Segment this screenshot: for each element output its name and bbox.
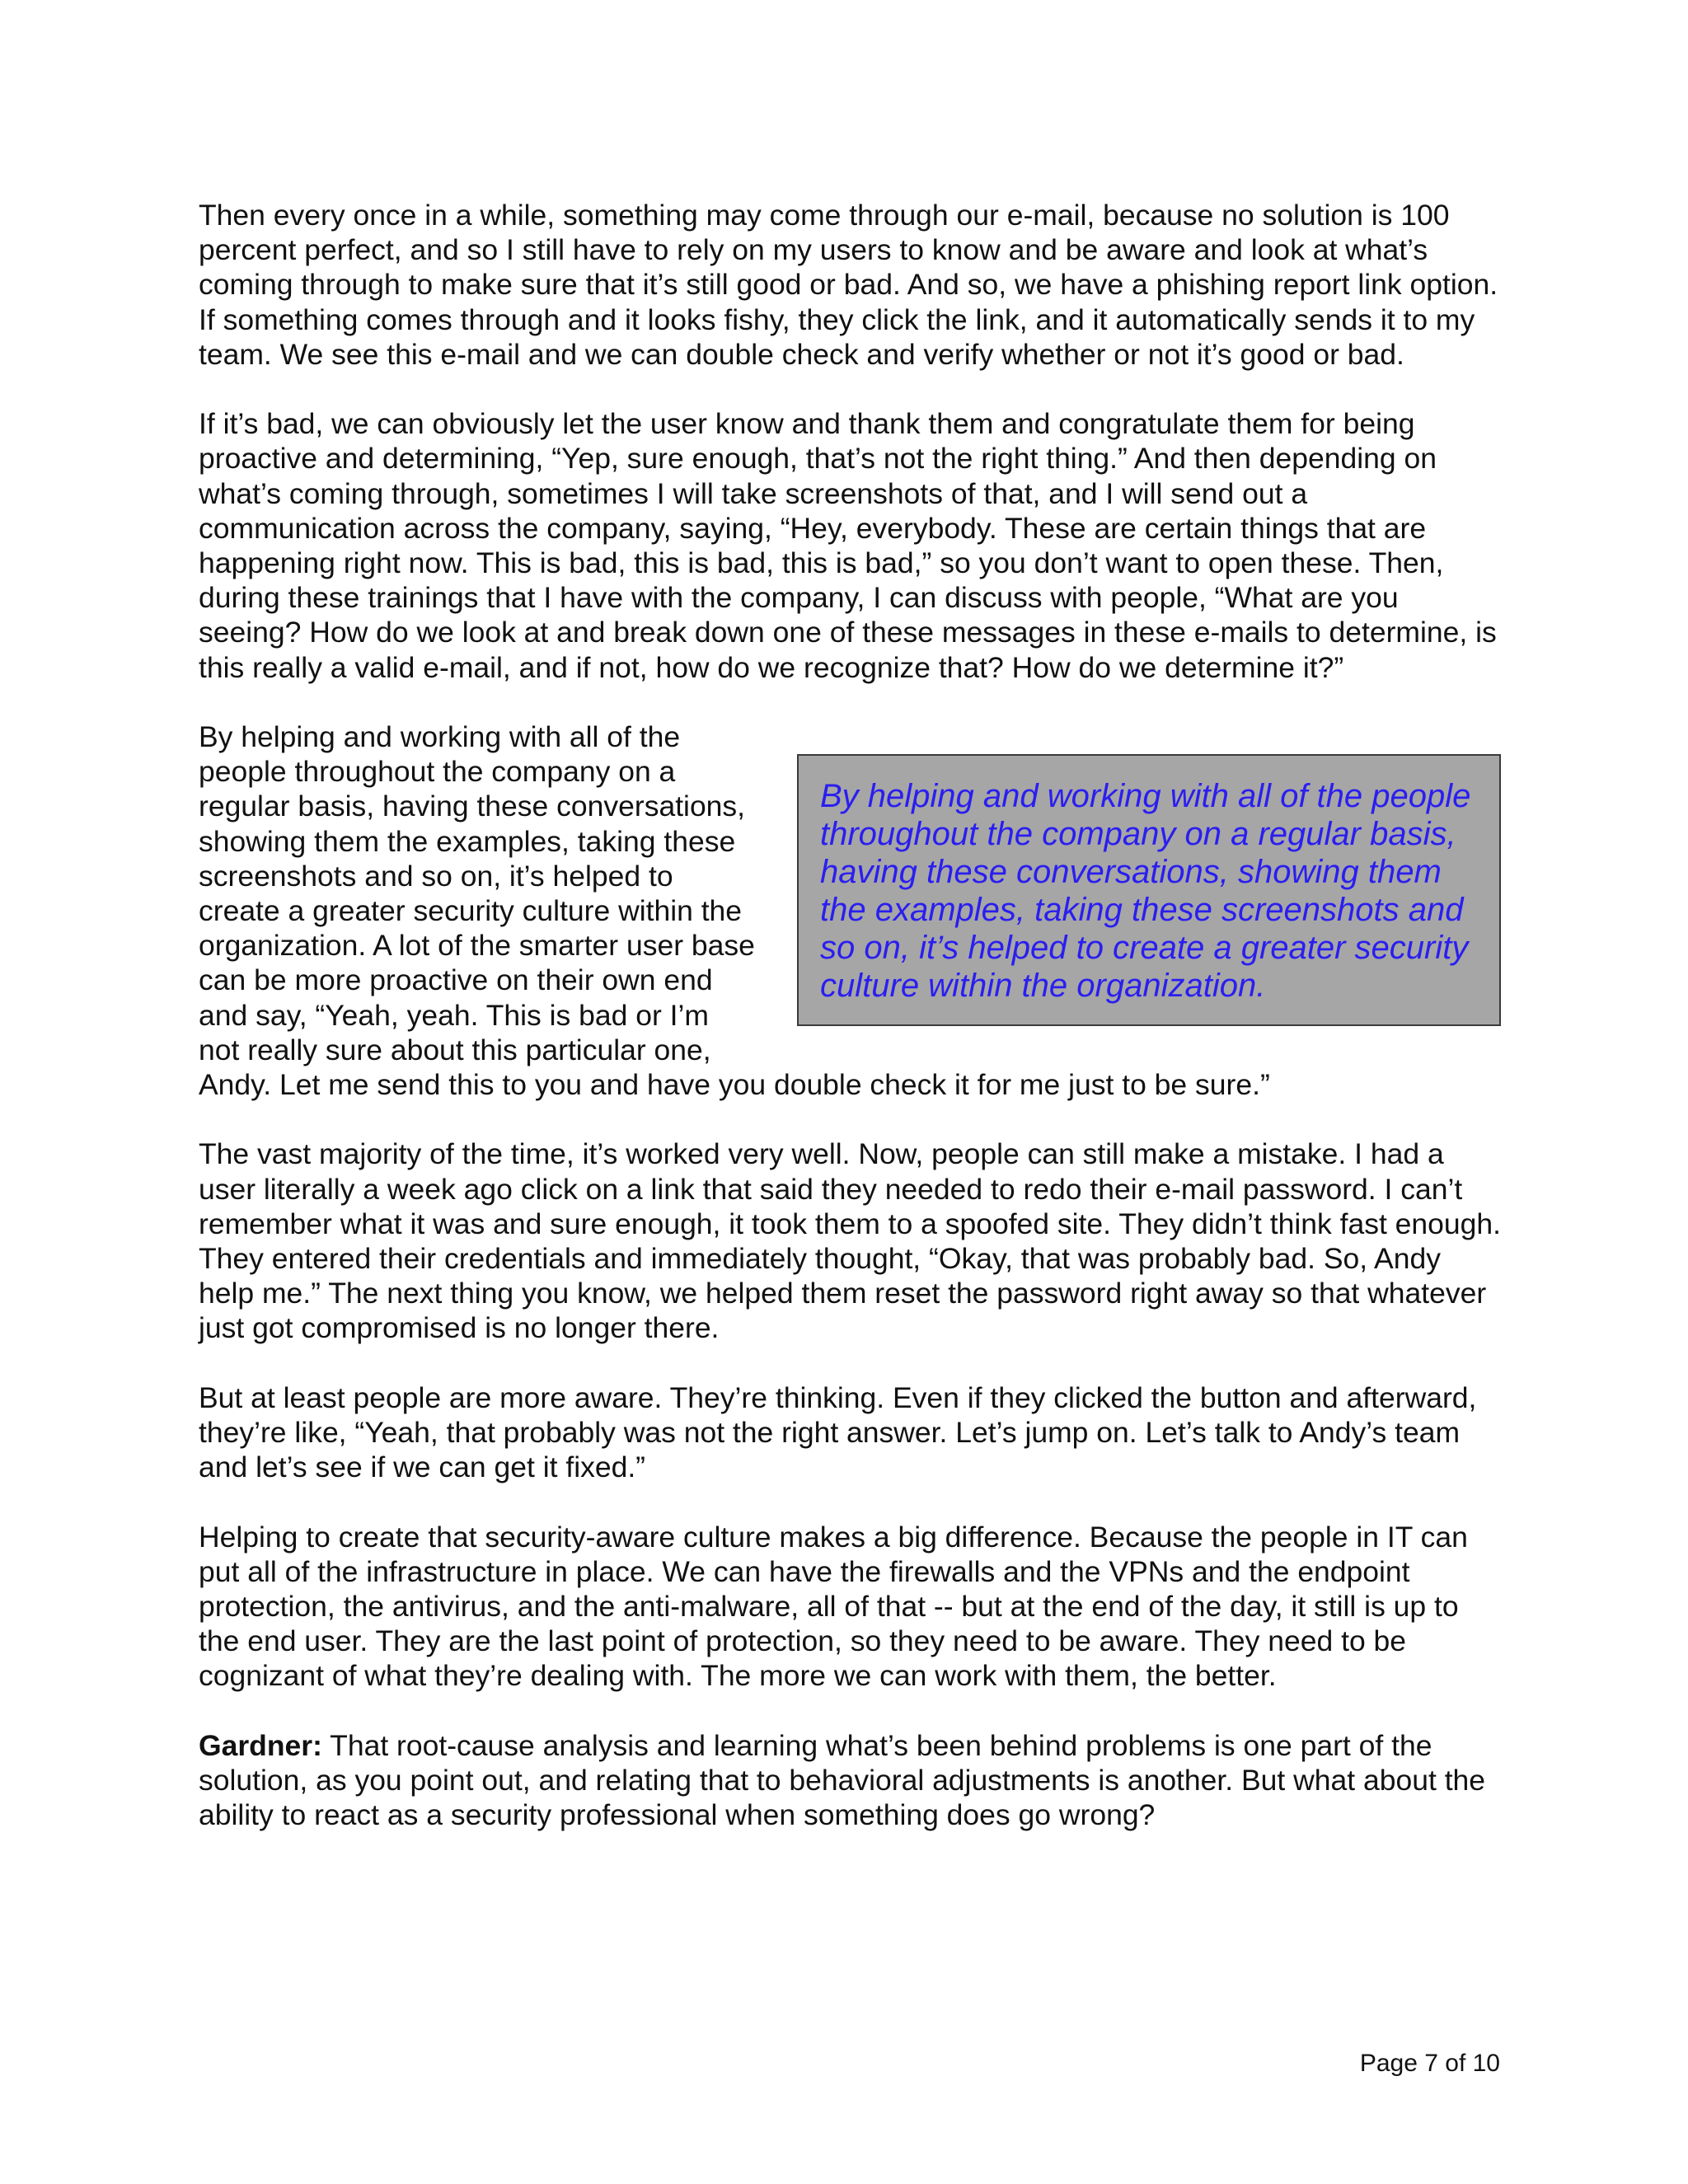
paragraph-phishing-report: Then every once in a while, something may come through our e-mail, because no solution is 100 percent perfect, and so I still have to rely on my users to know and be aware and look at what’s coming through to make sure that it’s still good or bad. And so, we have a phishing report link option. If something comes through and it looks fishy, they click the link, and it automatically sends it to my team. We see this e-mail and we can double check and verify whether or not it’s good or bad. <box>199 199 1498 371</box>
pull-quote: By helping and working with all of the people throughout the company on a regular basis, having these conversations, showing them the examples, taking these screenshots and so on, it’s helped to create a greater security culture within the organization. <box>797 754 1501 1026</box>
paragraph-security-culture: By helping and working with all of the people throughout the company on a regular basis, having these conversations, showing them the examples, taking these screenshots and so on, it’s helped to create a greater security culture within the organization. A lot of the smarter user base can be more proactive on their own end and say, “Yeah, yeah. This is bad or I’m not really sure about this particular one, Andy. Let me send this to you and have you double check it for me just to be sure.” <box>199 720 1270 1102</box>
paragraph-people-aware: But at least people are more aware. They’re thinking. Even if they clicked the button and afterward, they’re like, “Yeah, that probably was not the right answer. Let’s jump on. Let’s talk to Andy’s team and let’s see if we can get it fixed.” <box>199 1380 1477 1484</box>
page-number: Page 7 of 10 <box>1359 2050 1500 2077</box>
paragraph-bad-email-communication: If it’s bad, we can obviously let the user know and thank them and congratulate them for being proactive and determining, “Yep, sure enough, that’s not the right thing.” And then depending on what’s coming through, sometimes I will take screenshots of that, and I will send out a communication across the company, saying, “Hey, everybody. These are certain things that are happening right now. This is bad, this is bad, this is bad,” so you don’t want to open these. Then, during these trainings that I have with the company, I can discuss with people, “What are you seeing? How do we look at and break down one of these messages in these e-mails to determine, is this really a valid e-mail, and if not, how do we recognize that? How do we determine it?” <box>199 407 1497 684</box>
page-body <box>199 198 1501 1868</box>
paragraph-gardner-question <box>199 1728 1501 1833</box>
paragraph-end-user-protection: Helping to create that security-aware culture makes a big difference. Because the people in IT can put all of the infrastructure in place. We can have the firewalls and the VPNs and the endpoint protection, the antivirus, and the anti-malware, all of that -- but at the end of the day, it still is up to the end user. They are the last point of protection, so they need to be aware. They need to be cognizant of what they’re dealing with. The more we can work with them, the better. <box>199 1520 1468 1693</box>
speaker-name: Gardner: <box>199 1728 322 1762</box>
paragraph-user-mistake: The vast majority of the time, it’s worked very well. Now, people can still make a mistake. I had a user literally a week ago click on a link that said they needed to redo their e-mail password. I can’t remember what it was and sure enough, it took them to a spoofed site. They didn’t think fast enough. They entered their credentials and immediately thought, “Okay, that was probably bad. So, Andy help me.” The next thing you know, we helped them reset the password right away so that whatever just got compromised is no longer there. <box>199 1137 1502 1345</box>
question-text: That root-cause analysis and learning what’s been behind problems is one part of the solution, as you point out, and relating that to behavioral adjustments is another. But what about the ability to react as a security professional when something does go wrong? <box>199 1728 1486 1832</box>
